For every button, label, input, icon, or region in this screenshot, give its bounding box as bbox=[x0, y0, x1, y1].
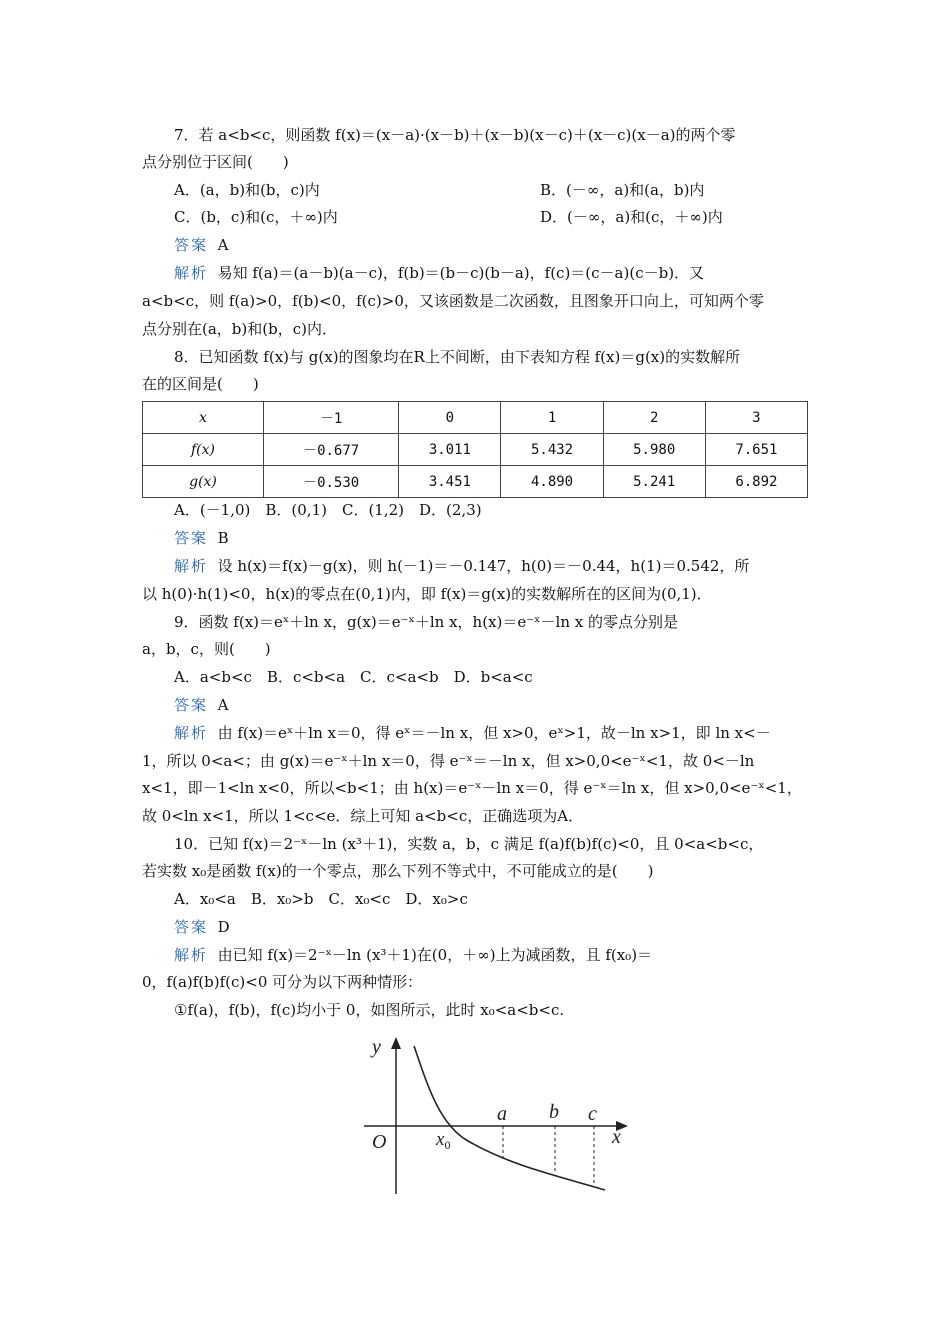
answer-label: 答案 bbox=[174, 529, 209, 547]
decreasing-function-graph bbox=[350, 1028, 640, 1208]
table-cell: 6.892 bbox=[705, 466, 807, 498]
q7-options-row1 bbox=[174, 180, 842, 200]
table-cell: 5.432 bbox=[501, 434, 603, 466]
answer-label: 答案 bbox=[174, 918, 209, 936]
q10-case1: ①f(a)，f(b)，f(c)均小于 0，如图所示，此时 x₀<a<b<c. bbox=[174, 1001, 565, 1019]
q10-options: A．x₀<a B．x₀>b C．x₀<c D．x₀>c bbox=[174, 890, 468, 908]
q8-stem-line1: 8．已知函数 f(x)与 g(x)的图象均在R上不间断，由下表知方程 f(x)＝g(x)的实数解所 bbox=[174, 348, 741, 366]
q10-stem-line1: 10．已知 f(x)＝2⁻ˣ－ln (x³＋1)，实数 a，b，c 满足 f(a)f(b)f(c)<0，且 0<a<b<c， bbox=[174, 835, 764, 853]
table-header-cell: 0 bbox=[399, 402, 501, 434]
q7-stem-line1: 7．若 a<b<c，则函数 f(x)＝(x－a)·(x－b)＋(x－b)(x－c)＋(x－c)(x－a)的两个零 bbox=[174, 126, 736, 144]
table-row bbox=[143, 402, 808, 434]
q8-options: A．(－1,0) B．(0,1) C．(1,2) D．(2,3) bbox=[174, 501, 482, 519]
table-row-label: g(x) bbox=[143, 466, 264, 498]
table-cell: －0.677 bbox=[264, 434, 399, 466]
q7-option-c: C．(b，c)和(c，＋∞)内 bbox=[174, 208, 338, 226]
q7-analysis-line3: 点分别在(a，b)和(b，c)内． bbox=[142, 320, 337, 338]
q10-stem-line2: 若实数 x₀是函数 f(x)的一个零点，那么下列不等式中，不可能成立的是( ) bbox=[142, 862, 654, 880]
q9-answer bbox=[174, 695, 842, 715]
q7-analysis-line1: 解析 易知 f(a)＝(a－b)(a－c)，f(b)＝(b－c)(b－a)，f(c)＝(c－a)(c－b)．又 bbox=[174, 264, 705, 282]
q8-value-table bbox=[142, 401, 808, 498]
q8-analysis-line2: 以 h(0)·h(1)<0，h(x)的零点在(0,1)内，即 f(x)＝g(x)的实数解所在的区间为(0,1)． bbox=[142, 585, 712, 603]
q9-analysis-line4: 故 0<ln x<1，所以 1<c<e．综上可知 a<b<c，正确选项为A． bbox=[142, 807, 584, 825]
answer-label: 答案 bbox=[174, 696, 209, 714]
table-cell: 7.651 bbox=[705, 434, 807, 466]
table-cell: 3.451 bbox=[399, 466, 501, 498]
q10-answer bbox=[174, 917, 842, 937]
q9-answer-value: A bbox=[217, 696, 229, 714]
table-cell: －0.530 bbox=[264, 466, 399, 498]
origin-label: O bbox=[372, 1131, 387, 1153]
q8-stem-line2: 在的区间是( ) bbox=[142, 375, 259, 393]
table-header-cell: 3 bbox=[705, 402, 807, 434]
q7-option-b: B．(－∞，a)和(a，b)内 bbox=[540, 181, 705, 199]
q9-analysis-line2: 1，所以 0<a<；由 g(x)＝e⁻ˣ＋ln x＝0，得 e⁻ˣ＝－ln x，但 x>0,0<e⁻ˣ<1，故 0<－ln bbox=[142, 752, 755, 770]
table-header-cell: －1 bbox=[264, 402, 399, 434]
q8-answer bbox=[174, 528, 842, 548]
a-label: a bbox=[497, 1103, 507, 1125]
table-header-cell: 1 bbox=[501, 402, 603, 434]
q7-option-a: A．(a，b)和(b，c)内 bbox=[174, 181, 320, 199]
q10-analysis-line1: 解析 由已知 f(x)＝2⁻ˣ－ln (x³＋1)在(0，＋∞)上为减函数，且 f(x₀)＝ bbox=[174, 946, 653, 964]
table-cell: 5.980 bbox=[603, 434, 705, 466]
q9-stem-line1: 9．函数 f(x)＝eˣ＋ln x，g(x)＝e⁻ˣ＋ln x，h(x)＝e⁻ˣ－ln x 的零点分别是 bbox=[174, 613, 678, 631]
x0-label: $x_0$ bbox=[436, 1129, 451, 1152]
table-row bbox=[143, 466, 808, 498]
q7-answer-value: A bbox=[217, 236, 229, 254]
analysis-label: 解析 bbox=[174, 724, 209, 742]
q8-analysis-line1: 解析 设 h(x)＝f(x)－g(x)，则 h(－1)＝－0.147，h(0)＝－0.44，h(1)＝0.542，所 bbox=[174, 557, 750, 575]
q10-answer-value: D bbox=[217, 918, 230, 936]
analysis-label: 解析 bbox=[174, 557, 209, 575]
q10-analysis-line2: 0，f(a)f(b)f(c)<0 可分为以下两种情形： bbox=[142, 973, 423, 991]
table-header-cell: x bbox=[143, 402, 264, 434]
b-label: b bbox=[549, 1101, 559, 1123]
table-cell: 3.011 bbox=[399, 434, 501, 466]
table-row bbox=[143, 434, 808, 466]
table-header-cell: 2 bbox=[603, 402, 705, 434]
table-cell: 5.241 bbox=[603, 466, 705, 498]
q7-answer bbox=[174, 235, 842, 255]
y-axis-label: y bbox=[372, 1036, 381, 1058]
table-cell: 4.890 bbox=[501, 466, 603, 498]
answer-label: 答案 bbox=[174, 236, 209, 254]
q9-analysis-line3: x<1，即－1<ln x<0，所以<b<1；由 h(x)＝e⁻ˣ－ln x＝0，得 e⁻ˣ＝ln x，但 x>0,0<e⁻ˣ<1， bbox=[142, 779, 802, 797]
c-label: c bbox=[588, 1103, 597, 1125]
q9-options: A．a<b<c B．c<b<a C．c<a<b D．b<a<c bbox=[174, 668, 533, 686]
q8-answer-value: B bbox=[217, 529, 229, 547]
q7-analysis-line2: a<b<c，则 f(a)>0，f(b)<0，f(c)>0，又该函数是二次函数，且图象开口向上，可知两个零 bbox=[142, 292, 764, 310]
q7-option-d: D．(－∞，a)和(c，＋∞)内 bbox=[540, 208, 723, 226]
table-row-label: f(x) bbox=[143, 434, 264, 466]
q9-stem-line2: a，b，c，则( ) bbox=[142, 640, 271, 658]
q7-options-row2 bbox=[174, 207, 842, 227]
analysis-label: 解析 bbox=[174, 946, 209, 964]
q9-analysis-line1: 解析 由 f(x)＝eˣ＋ln x＝0，得 eˣ＝－ln x，但 x>0，eˣ>1，故－ln x>1，即 ln x<－ bbox=[174, 724, 771, 742]
x-axis-label: x bbox=[612, 1126, 621, 1148]
q7-stem-line2: 点分别位于区间( ) bbox=[142, 153, 289, 171]
analysis-label: 解析 bbox=[174, 264, 209, 282]
